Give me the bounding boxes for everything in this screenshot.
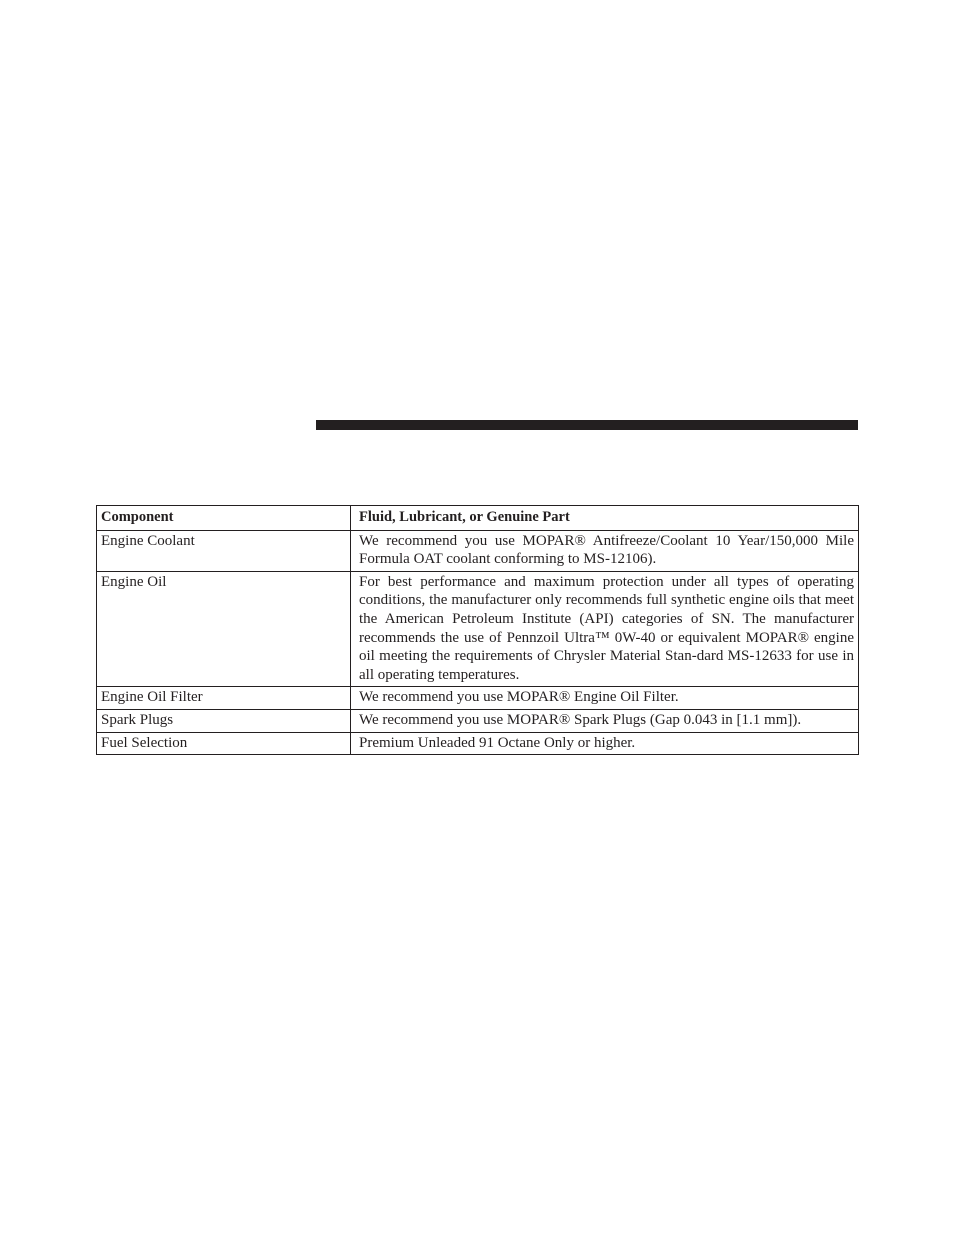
table-row — [97, 709, 859, 732]
component-cell: Engine Oil — [97, 571, 351, 687]
component-cell: Engine Oil Filter — [97, 687, 351, 710]
header-component: Component — [97, 506, 351, 531]
header-fluid: Fluid, Lubricant, or Genuine Part — [351, 506, 859, 531]
component-cell: Spark Plugs — [97, 709, 351, 732]
table-header-row — [97, 506, 859, 531]
section-rule — [316, 420, 858, 430]
fluid-cell: We recommend you use MOPAR® Engine Oil Filter. — [351, 687, 859, 710]
fluids-lubricants-table — [96, 505, 859, 755]
fluid-cell: Premium Unleaded 91 Octane Only or higher. — [351, 732, 859, 755]
table-row — [97, 687, 859, 710]
table-row — [97, 571, 859, 687]
table-row — [97, 732, 859, 755]
component-cell: Fuel Selection — [97, 732, 351, 755]
fluid-cell: For best performance and maximum protection under all types of operating conditions, the manufacturer only recommends full synthetic engine oils that meet the American Petroleum Institute (API) categories of SN. The manufacturer recommends the use of Pennzoil Ultra™ 0W-40 or equivalent MOPAR® engine oil meeting the requirements of Chrysler Material Stan-dard MS-12633 for use in all operating temperatures. — [351, 571, 859, 687]
fluid-cell: We recommend you use MOPAR® Antifreeze/Coolant 10 Year/150,000 Mile Formula OAT coolant conforming to MS-12106). — [351, 530, 859, 571]
component-cell: Engine Coolant — [97, 530, 351, 571]
table-row — [97, 530, 859, 571]
fluid-cell: We recommend you use MOPAR® Spark Plugs (Gap 0.043 in [1.1 mm]). — [351, 709, 859, 732]
